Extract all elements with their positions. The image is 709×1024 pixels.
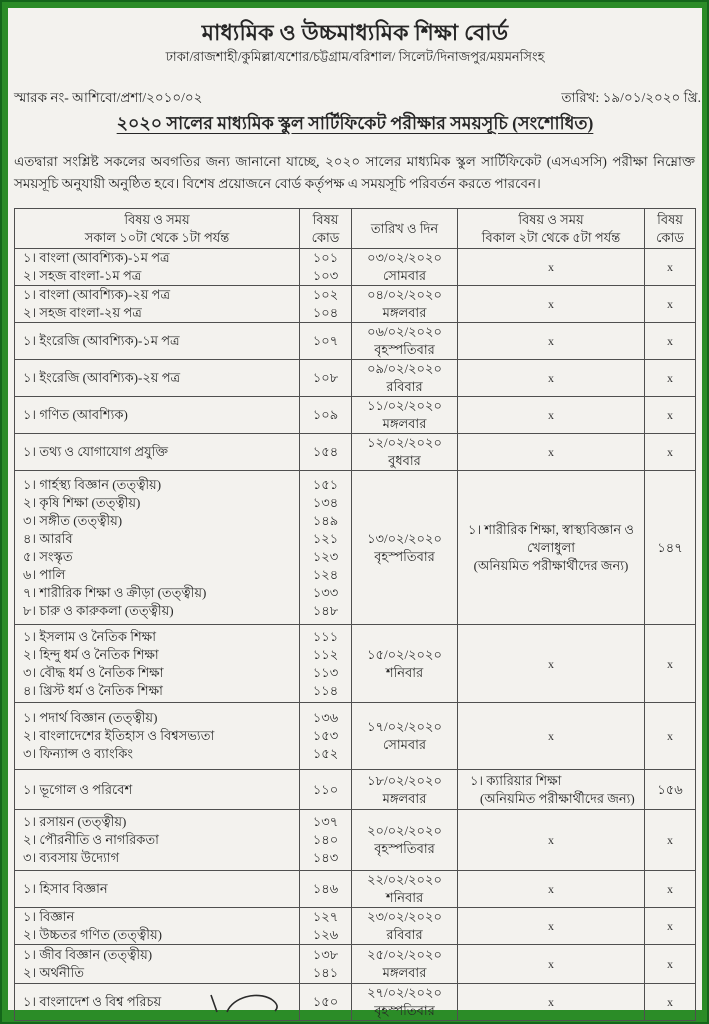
subject-code: ১৩৩ [312, 584, 339, 600]
schedule-row [15, 908, 696, 945]
subject-name: ৪। আরবি [23, 530, 73, 546]
header-text: বিকাল ২টা থেকে ৫টা পর্যন্ত [481, 229, 621, 245]
subject-name: ২। সহজ বাংলা-২য় পত্র [23, 305, 142, 320]
exam-date: ১১/০২/২০২০ [367, 398, 442, 413]
subject-code: ১৪১ [312, 965, 339, 980]
subject-name: ১। বিজ্ঞান [23, 909, 75, 924]
no-exam-mark: x [667, 957, 673, 971]
no-exam-mark: x [548, 833, 554, 847]
schedule-row [15, 871, 696, 908]
afternoon-subject-cell [458, 625, 645, 703]
memo-number: স্মারক নং- আশিবো/প্রশা/২০১০/০২ [14, 90, 203, 105]
subject-code: ১১২ [312, 646, 339, 662]
afternoon-subject-cell [458, 703, 645, 770]
notice-body: এতদ্বারা সংশ্লিষ্ট সকলের অবগতির জন্য জানানো যাচ্ছে, ২০২০ সালের মাধ্যমিক স্কুল সার্টিফিকেট (এসএসসি) পরীক্ষা নিম্নোক্ত সময়সূচি অনুযায়ী অনুষ্ঠিত হবে। বিশেষ প্রয়োজনে বোর্ড কর্তৃপক্ষ এ সময়সূচি পরিবর্তন করতে পারবেন। [14, 154, 695, 191]
schedule-row [15, 810, 696, 871]
subject-code: ১১৩ [312, 664, 339, 680]
morning-subjects-cell [15, 945, 300, 984]
exam-day: শনিবার [385, 890, 424, 905]
schedule-row [15, 703, 696, 770]
header-text: বিষয় [657, 211, 683, 227]
afternoon-code-cell [645, 249, 696, 286]
exam-day: সোমবার [382, 737, 426, 752]
afternoon-subject-cell [458, 397, 645, 434]
header-text: কোড [656, 229, 684, 245]
subject-code: ১৫২ [312, 746, 339, 761]
subject-code: ১৪৯ [312, 512, 339, 528]
no-exam-mark: x [667, 882, 673, 896]
schedule-row [15, 397, 696, 434]
exam-date: ১৭/০২/২০২০ [367, 719, 442, 734]
afternoon-subject-name: (অনিয়মিত পরীক্ষার্থীদের জন্য) [480, 790, 635, 806]
subject-name: ১। রসায়ন (তত্ত্বীয়) [23, 814, 127, 829]
subject-codes-cell [300, 249, 352, 286]
subject-codes-cell [300, 397, 352, 434]
schedule-row [15, 249, 696, 286]
subject-codes-cell [300, 323, 352, 360]
afternoon-code-cell [645, 397, 696, 434]
header-morning-subject [15, 209, 300, 249]
subject-name: ৫। সংস্কৃত [23, 548, 73, 564]
exam-date: ১২/০২/২০২০ [367, 435, 442, 450]
subject-name: ১। বাংলাদেশ ও বিশ্ব পরিচয় [23, 994, 162, 1009]
afternoon-code-cell [645, 810, 696, 871]
subject-code: ১৩৮ [312, 947, 339, 962]
date-day-cell [352, 625, 458, 703]
subject-name: ১। ভূগোল ও পরিবেশ [23, 781, 133, 797]
morning-subjects-cell [15, 360, 300, 397]
subject-name: ২। কৃষি শিক্ষা (তত্ত্বীয়) [23, 494, 141, 510]
no-exam-mark: x [667, 445, 673, 459]
subject-name: ১। বাংলা (আবশ্যিক)-২য় পত্র [23, 287, 171, 302]
exam-day: সোমবার [382, 268, 426, 283]
no-exam-mark: x [548, 334, 554, 348]
subject-name: ৭। শারীরিক শিক্ষা ও ক্রীড়া (তত্ত্বীয়) [23, 584, 207, 600]
subject-codes-cell [300, 871, 352, 908]
exam-day: মঙ্গলবার [382, 965, 427, 980]
no-exam-mark: x [667, 408, 673, 422]
subject-code: ১৪৩ [312, 850, 339, 865]
exam-date: ০৪/০২/২০২০ [367, 287, 442, 302]
subject-codes-cell [300, 770, 352, 810]
subject-name: ১। ইসলাম ও নৈতিক শিক্ষা [23, 628, 156, 644]
notice-title: ২০২০ সালের মাধ্যমিক স্কুল সার্টিফিকেট পরীক্ষার সময়সূচি (সংশোধিত) [116, 113, 594, 133]
schedule-row [15, 323, 696, 360]
exam-date: ১৫/০২/২০২০ [367, 646, 442, 662]
afternoon-subject-name: খেলাধুলা [526, 539, 575, 555]
no-exam-mark: x [667, 334, 673, 348]
afternoon-code-cell [645, 625, 696, 703]
exam-day: বৃহস্পতিবার [374, 342, 435, 357]
subject-code: ১৫৩ [312, 728, 339, 743]
morning-subjects-cell [15, 397, 300, 434]
exam-day: মঙ্গলবার [382, 790, 427, 806]
schedule-header-row [15, 209, 696, 249]
morning-subjects-cell [15, 625, 300, 703]
no-exam-mark: x [667, 260, 673, 274]
memo-row [14, 87, 701, 110]
exam-day: শনিবার [385, 664, 424, 680]
schedule-row [15, 434, 696, 471]
subject-code: ১৩৬ [312, 710, 339, 725]
afternoon-subject-cell [458, 984, 645, 1021]
afternoon-subject-code: ১৫৬ [657, 781, 683, 797]
afternoon-subject-cell [458, 286, 645, 323]
subject-name: ১। তথ্য ও যোগাযোগ প্রযুক্তি [23, 444, 168, 459]
subject-code: ১৫৪ [312, 444, 339, 459]
date-day-cell [352, 434, 458, 471]
no-exam-mark: x [667, 995, 673, 1009]
subject-name: ৩। ফিন্যান্স ও ব্যাংকিং [23, 746, 133, 761]
morning-subjects-cell [15, 249, 300, 286]
date-day-cell [352, 984, 458, 1021]
no-exam-mark: x [667, 833, 673, 847]
afternoon-subject-cell [458, 249, 645, 286]
afternoon-subject-cell [458, 810, 645, 871]
subject-codes-cell [300, 434, 352, 471]
afternoon-subject-cell [458, 945, 645, 984]
morning-subjects-cell [15, 471, 300, 625]
header-subject-code [300, 209, 352, 249]
subject-name: ১। পদার্থ বিজ্ঞান (তত্ত্বীয়) [23, 710, 158, 725]
subject-name: ১। বাংলা (আবশ্যিক)-১ম পত্র [23, 250, 170, 265]
subject-name: ২। পৌরনীতি ও নাগরিকতা [23, 832, 159, 847]
exam-schedule-table [14, 208, 696, 1021]
subject-name: ২। অর্থনীতি [23, 965, 84, 980]
subject-codes-cell [300, 286, 352, 323]
subject-code: ১৫১ [312, 476, 339, 492]
no-exam-mark: x [548, 408, 554, 422]
subject-name: ১। গণিত (আবশ্যিক) [23, 407, 128, 422]
subject-code: ১০১ [312, 250, 339, 265]
afternoon-code-cell [645, 908, 696, 945]
date-day-cell [352, 397, 458, 434]
subject-codes-cell [300, 945, 352, 984]
morning-subjects-cell [15, 810, 300, 871]
subject-name: ১। গার্হস্থ্য বিজ্ঞান (তত্ত্বীয়) [23, 476, 162, 492]
exam-date: ০৩/০২/২০২০ [367, 250, 442, 265]
afternoon-code-cell [645, 945, 696, 984]
no-exam-mark: x [548, 882, 554, 896]
exam-day: বৃহস্পতিবার [374, 548, 435, 564]
no-exam-mark: x [548, 656, 554, 671]
exam-day: বৃহস্পতিবার [374, 1003, 435, 1018]
morning-subjects-cell [15, 434, 300, 471]
subject-codes-cell [300, 471, 352, 625]
no-exam-mark: x [667, 371, 673, 385]
header-text: বিষয় ও সময় [518, 211, 584, 227]
schedule-row [15, 360, 696, 397]
header-afternoon-code [645, 209, 696, 249]
header-text: বিষয় [312, 211, 339, 227]
afternoon-subject-name: ১। ক্যারিয়ার শিক্ষা [470, 772, 562, 788]
subject-code: ১৫০ [312, 994, 339, 1009]
afternoon-subject-cell [458, 770, 645, 810]
schedule-row [15, 770, 696, 810]
date-day-cell [352, 360, 458, 397]
subject-name: ২। সহজ বাংলা-১ম পত্র [23, 268, 142, 283]
schedule-row [15, 625, 696, 703]
afternoon-code-cell [645, 360, 696, 397]
date-day-cell [352, 286, 458, 323]
exam-date: ২২/০২/২০২০ [367, 872, 442, 887]
exam-date: ১৮/০২/২০২০ [367, 772, 442, 788]
subject-code: ১৩৪ [312, 494, 339, 510]
afternoon-subject-name: ১। শারীরিক শিক্ষা, স্বাস্থ্যবিজ্ঞান ও [468, 521, 634, 537]
exam-day: রবিবার [386, 379, 423, 394]
exam-day: বুধবার [388, 453, 421, 468]
subject-name: ৩। ব্যবসায় উদ্যোগ [23, 850, 120, 865]
subject-name: ৪। খ্রিস্ট ধর্ম ও নৈতিক শিক্ষা [23, 682, 163, 698]
morning-subjects-cell [15, 703, 300, 770]
no-exam-mark: x [548, 995, 554, 1009]
notice-sheet [8, 8, 702, 1018]
schedule-rows [15, 249, 696, 1021]
header-text: তারিখ ও দিন [370, 220, 439, 236]
afternoon-subject-cell [458, 323, 645, 360]
subject-code: ১২৪ [312, 566, 339, 582]
date-day-cell [352, 703, 458, 770]
afternoon-subject-cell [458, 871, 645, 908]
afternoon-code-cell [645, 703, 696, 770]
schedule-header [15, 209, 696, 249]
subject-code: ১০৯ [312, 407, 339, 422]
subject-name: ১। জীব বিজ্ঞান (তত্ত্বীয়) [23, 947, 153, 962]
subject-code: ১২১ [312, 530, 339, 546]
subject-name: ৩। সঙ্গীত (তত্ত্বীয়) [23, 512, 123, 528]
subject-code: ১১০ [312, 781, 339, 797]
subject-name: ১। ইংরেজি (আবশ্যিক)-২য় পত্র [23, 370, 181, 385]
exam-date: ১৩/০২/২০২০ [367, 530, 442, 546]
afternoon-subject-code: ১৪৭ [657, 539, 683, 555]
subject-name: ৬। পালি [23, 566, 66, 582]
exam-day: মঙ্গলবার [382, 416, 427, 431]
board-title: মাধ্যমিক ও উচ্চমাধ্যমিক শিক্ষা বোর্ড [201, 20, 509, 45]
no-exam-mark: x [548, 260, 554, 274]
morning-subjects-cell [15, 871, 300, 908]
morning-subjects-cell [15, 770, 300, 810]
date-day-cell [352, 471, 458, 625]
no-exam-mark: x [667, 297, 673, 311]
exam-day: বৃহস্পতিবার [374, 841, 435, 856]
schedule-row [15, 984, 696, 1021]
subject-code: ১০৩ [312, 268, 339, 283]
schedule-row [15, 471, 696, 625]
subject-code: ১১৪ [312, 682, 339, 698]
exam-day: মঙ্গলবার [382, 305, 427, 320]
no-exam-mark: x [667, 729, 673, 743]
exam-day: রবিবার [386, 927, 423, 942]
subject-name: ৮। চারু ও কারুকলা (তত্ত্বীয়) [23, 602, 174, 618]
no-exam-mark: x [548, 445, 554, 459]
exam-date: ২৭/০২/২০২০ [367, 985, 442, 1000]
no-exam-mark: x [548, 919, 554, 933]
subject-code: ১৪০ [312, 832, 339, 847]
date-day-cell [352, 945, 458, 984]
header-text: কোড [311, 229, 340, 245]
date-day-cell [352, 908, 458, 945]
no-exam-mark: x [548, 297, 554, 311]
afternoon-subject-cell [458, 360, 645, 397]
board-regions: ঢাকা/রাজশাহী/কুমিল্লা/যশোর/চট্টগ্রাম/বরিশাল/ সিলেট/দিনাজপুর/ময়মনসিংহ [165, 49, 545, 64]
subject-codes-cell [300, 984, 352, 1021]
exam-date: ০৯/০২/২০২০ [367, 361, 442, 376]
header-text: সকাল ১০টা থেকে ১টা পর্যন্ত [84, 229, 230, 245]
schedule-row [15, 945, 696, 984]
morning-subjects-cell [15, 286, 300, 323]
afternoon-code-cell [645, 770, 696, 810]
no-exam-mark: x [548, 729, 554, 743]
date-day-cell [352, 810, 458, 871]
subject-code: ১০৭ [312, 333, 339, 348]
subject-name: ৩। বৌদ্ধ ধর্ম ও নৈতিক শিক্ষা [23, 664, 164, 680]
exam-date: ২০/০২/২০২০ [367, 823, 442, 838]
afternoon-code-cell [645, 434, 696, 471]
subject-code: ১০২ [312, 287, 339, 302]
subject-code: ১৩৭ [312, 814, 339, 829]
no-exam-mark: x [667, 919, 673, 933]
subject-codes-cell [300, 360, 352, 397]
issue-date: তারিখ: ১৯/০১/২০২০ খ্রি. [561, 90, 701, 105]
subject-code: ১০৮ [312, 370, 339, 385]
subject-code: ১১১ [312, 628, 339, 644]
subject-code: ১২৭ [312, 909, 339, 924]
date-day-cell [352, 323, 458, 360]
subject-code: ১৪৮ [312, 602, 339, 618]
subject-name: ২। বাংলাদেশের ইতিহাস ও বিশ্বসভ্যতা [23, 728, 215, 743]
subject-codes-cell [300, 703, 352, 770]
schedule-row [15, 286, 696, 323]
subject-code: ১২৩ [312, 548, 339, 564]
morning-subjects-cell [15, 908, 300, 945]
subject-name: ২। হিন্দু ধর্ম ও নৈতিক শিক্ষা [23, 646, 159, 662]
afternoon-subject-cell [458, 908, 645, 945]
afternoon-code-cell [645, 871, 696, 908]
no-exam-mark: x [548, 371, 554, 385]
morning-subjects-cell [15, 323, 300, 360]
afternoon-code-cell [645, 984, 696, 1021]
exam-date: ০৬/০২/২০২০ [367, 324, 442, 339]
date-day-cell [352, 871, 458, 908]
subject-code: ১২৬ [312, 927, 339, 942]
exam-date: ২৫/০২/২০২০ [367, 947, 442, 962]
afternoon-subject-cell [458, 471, 645, 625]
afternoon-code-cell [645, 286, 696, 323]
date-day-cell [352, 249, 458, 286]
afternoon-subject-name: (অনিয়মিত পরীক্ষার্থীদের জন্য) [473, 557, 629, 573]
subject-name: ১। হিসাব বিজ্ঞান [23, 881, 108, 896]
subject-name: ১। ইংরেজি (আবশ্যিক)-১ম পত্র [23, 333, 180, 348]
subject-codes-cell [300, 908, 352, 945]
afternoon-code-cell [645, 323, 696, 360]
header-text: বিষয় ও সময় [124, 211, 190, 227]
subject-codes-cell [300, 625, 352, 703]
afternoon-code-cell [645, 471, 696, 625]
no-exam-mark: x [548, 957, 554, 971]
no-exam-mark: x [667, 656, 673, 671]
subject-code: ১০৪ [312, 305, 339, 320]
afternoon-subject-cell [458, 434, 645, 471]
exam-date: ২৩/০২/২০২০ [367, 909, 442, 924]
subject-codes-cell [300, 810, 352, 871]
date-day-cell [352, 770, 458, 810]
signature-mark [205, 993, 290, 1013]
subject-code: ১৪৬ [312, 881, 339, 896]
header-date-day [352, 209, 458, 249]
subject-name: ২। উচ্চতর গণিত (তত্ত্বীয়) [23, 927, 162, 942]
header-afternoon-subject [458, 209, 645, 249]
